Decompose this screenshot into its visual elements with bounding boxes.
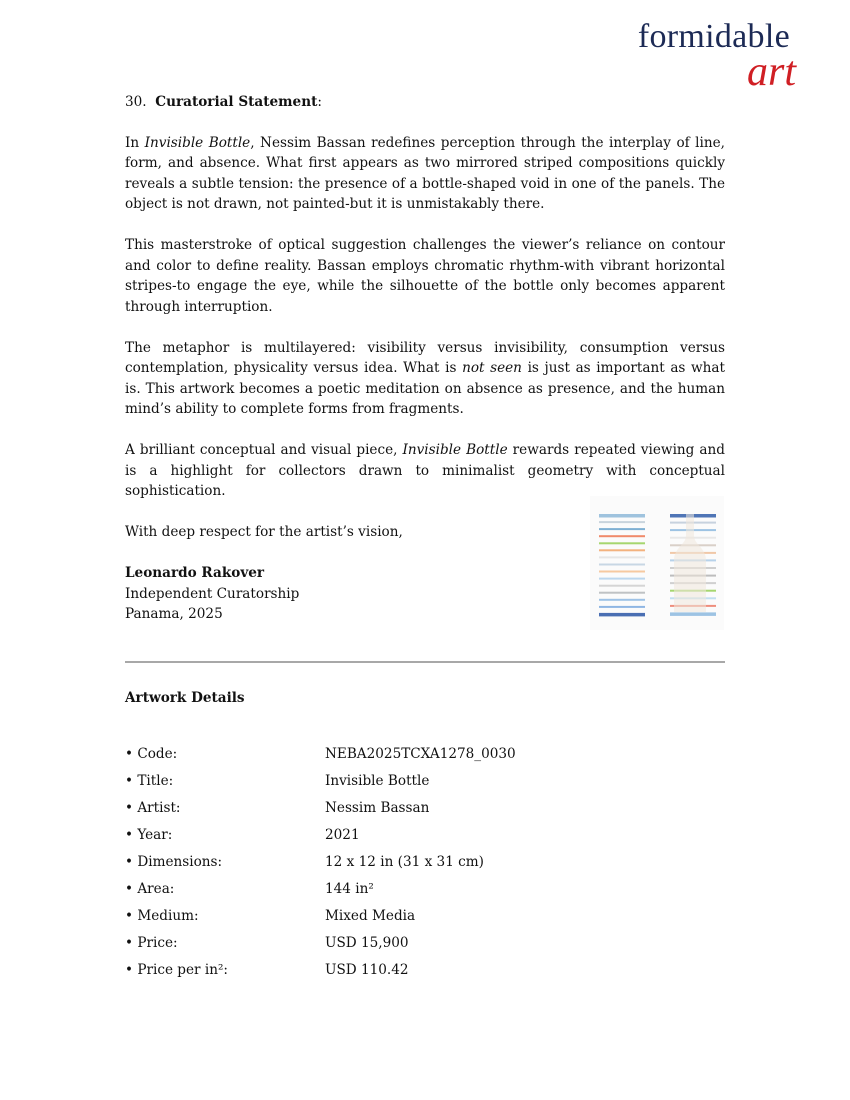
italic-run: not seen bbox=[462, 360, 522, 376]
artwork-stripe bbox=[599, 542, 645, 544]
text-run: A brilliant conceptual and visual piece, bbox=[125, 442, 403, 458]
detail-value: Mixed Media bbox=[325, 908, 416, 924]
artwork-stripe bbox=[599, 521, 645, 523]
closing-line: With deep respect for the artist’s vision, bbox=[125, 524, 403, 540]
detail-value: 144 in² bbox=[325, 881, 374, 897]
detail-row bbox=[125, 744, 725, 771]
artwork-thumbnail-drawing bbox=[590, 496, 724, 630]
detail-value: 12 x 12 in (31 x 31 cm) bbox=[325, 854, 484, 870]
statement-paragraph bbox=[125, 440, 725, 502]
text-run: The metaphor is multilayered: visibility versus invisibility, consumption versus contemplation, physicality versus idea. What is bbox=[125, 339, 725, 376]
statement-paragraph bbox=[125, 133, 725, 215]
detail-value: USD 15,900 bbox=[325, 935, 409, 951]
italic-run: Invisible Bottle bbox=[144, 134, 251, 151]
detail-label: • Price per in²: bbox=[125, 962, 229, 978]
artwork-stripe bbox=[599, 592, 645, 594]
detail-row bbox=[125, 879, 725, 906]
text-run: This masterstroke of optical suggestion challenges the viewer’s reliance on contour and color to define reality. Bassan employs chromatic rhythm-with vibrant horizontal stripes-to engage the eye, while the silhouette of the bottle only becomes apparent through interruption. bbox=[125, 237, 725, 315]
detail-value: Nessim Bassan bbox=[325, 800, 430, 816]
detail-label: • Title: bbox=[125, 773, 174, 789]
detail-row bbox=[125, 933, 725, 960]
artwork-stripe bbox=[599, 535, 645, 537]
detail-row bbox=[125, 906, 725, 933]
detail-label: • Price: bbox=[125, 935, 178, 951]
logo-word-formidable: formidable bbox=[637, 18, 790, 55]
detail-row bbox=[125, 960, 725, 987]
artwork-stripe bbox=[599, 556, 645, 558]
statement-paragraph bbox=[125, 338, 725, 420]
detail-label: • Artist: bbox=[125, 800, 181, 816]
detail-label: • Area: bbox=[125, 881, 175, 897]
detail-value: USD 110.42 bbox=[325, 962, 409, 978]
artwork-stripe bbox=[599, 578, 645, 580]
text-run: rewards repeated viewing and is a highlight for collectors drawn to minimalist geometry with conceptual sophistication. bbox=[125, 442, 725, 499]
artwork-stripe bbox=[599, 599, 645, 601]
artwork-stripe bbox=[599, 549, 645, 551]
bottle-silhouette bbox=[674, 514, 706, 612]
artwork-thumbnail bbox=[590, 496, 724, 630]
statement-paragraphs bbox=[125, 133, 725, 502]
curator-place-date: Panama, 2025 bbox=[125, 606, 223, 622]
curator-name: Leonardo Rakover bbox=[125, 565, 265, 581]
artwork-stripe bbox=[599, 585, 645, 587]
curator-role: Independent Curatorship bbox=[125, 585, 300, 602]
artwork-stripe bbox=[599, 514, 645, 518]
formidable-art-logo bbox=[620, 18, 800, 95]
detail-value: Invisible Bottle bbox=[325, 773, 430, 789]
section-divider bbox=[125, 661, 725, 663]
details-title: Artwork Details bbox=[125, 690, 245, 706]
text-run: , Nessim Bassan redefines perception through the interplay of line, form, and absence. What first appears as two mirrored striped compositions quickly reveals a subtle tension: the presence of a bottle-shaped void in one of the panels. The object is not drawn, not painted-but it is unmistakably there. bbox=[125, 134, 725, 212]
logo-word-art: art bbox=[746, 49, 796, 95]
artwork-stripe bbox=[670, 612, 716, 616]
section-title: Curatorial Statement bbox=[155, 94, 318, 110]
artwork-stripe bbox=[599, 564, 645, 566]
section-number: 30. bbox=[125, 94, 147, 110]
section-heading: 30. Curatorial Statement: bbox=[125, 94, 322, 110]
detail-row bbox=[125, 771, 725, 798]
detail-row bbox=[125, 798, 725, 825]
detail-label: • Code: bbox=[125, 746, 178, 762]
detail-label: • Dimensions: bbox=[125, 854, 223, 870]
artwork-stripe bbox=[599, 606, 645, 608]
detail-value: 2021 bbox=[325, 827, 360, 843]
text-run: is just as important as what is. This artwork becomes a poetic meditation on absence as presence, and the human mind’s ability to complete forms from fragments. bbox=[125, 360, 726, 417]
statement-paragraph bbox=[125, 235, 725, 317]
artwork-stripe bbox=[599, 571, 645, 573]
detail-label: • Medium: bbox=[125, 908, 199, 924]
detail-label: • Year: bbox=[125, 827, 173, 843]
artwork-details-list bbox=[125, 744, 725, 987]
detail-row bbox=[125, 852, 725, 879]
detail-value: NEBA2025TCXA1278_0030 bbox=[325, 746, 516, 762]
artwork-stripe bbox=[599, 528, 645, 530]
italic-run: Invisible Bottle bbox=[402, 442, 508, 458]
artwork-stripe bbox=[599, 613, 645, 617]
detail-row bbox=[125, 825, 725, 852]
text-run: In bbox=[125, 134, 145, 151]
